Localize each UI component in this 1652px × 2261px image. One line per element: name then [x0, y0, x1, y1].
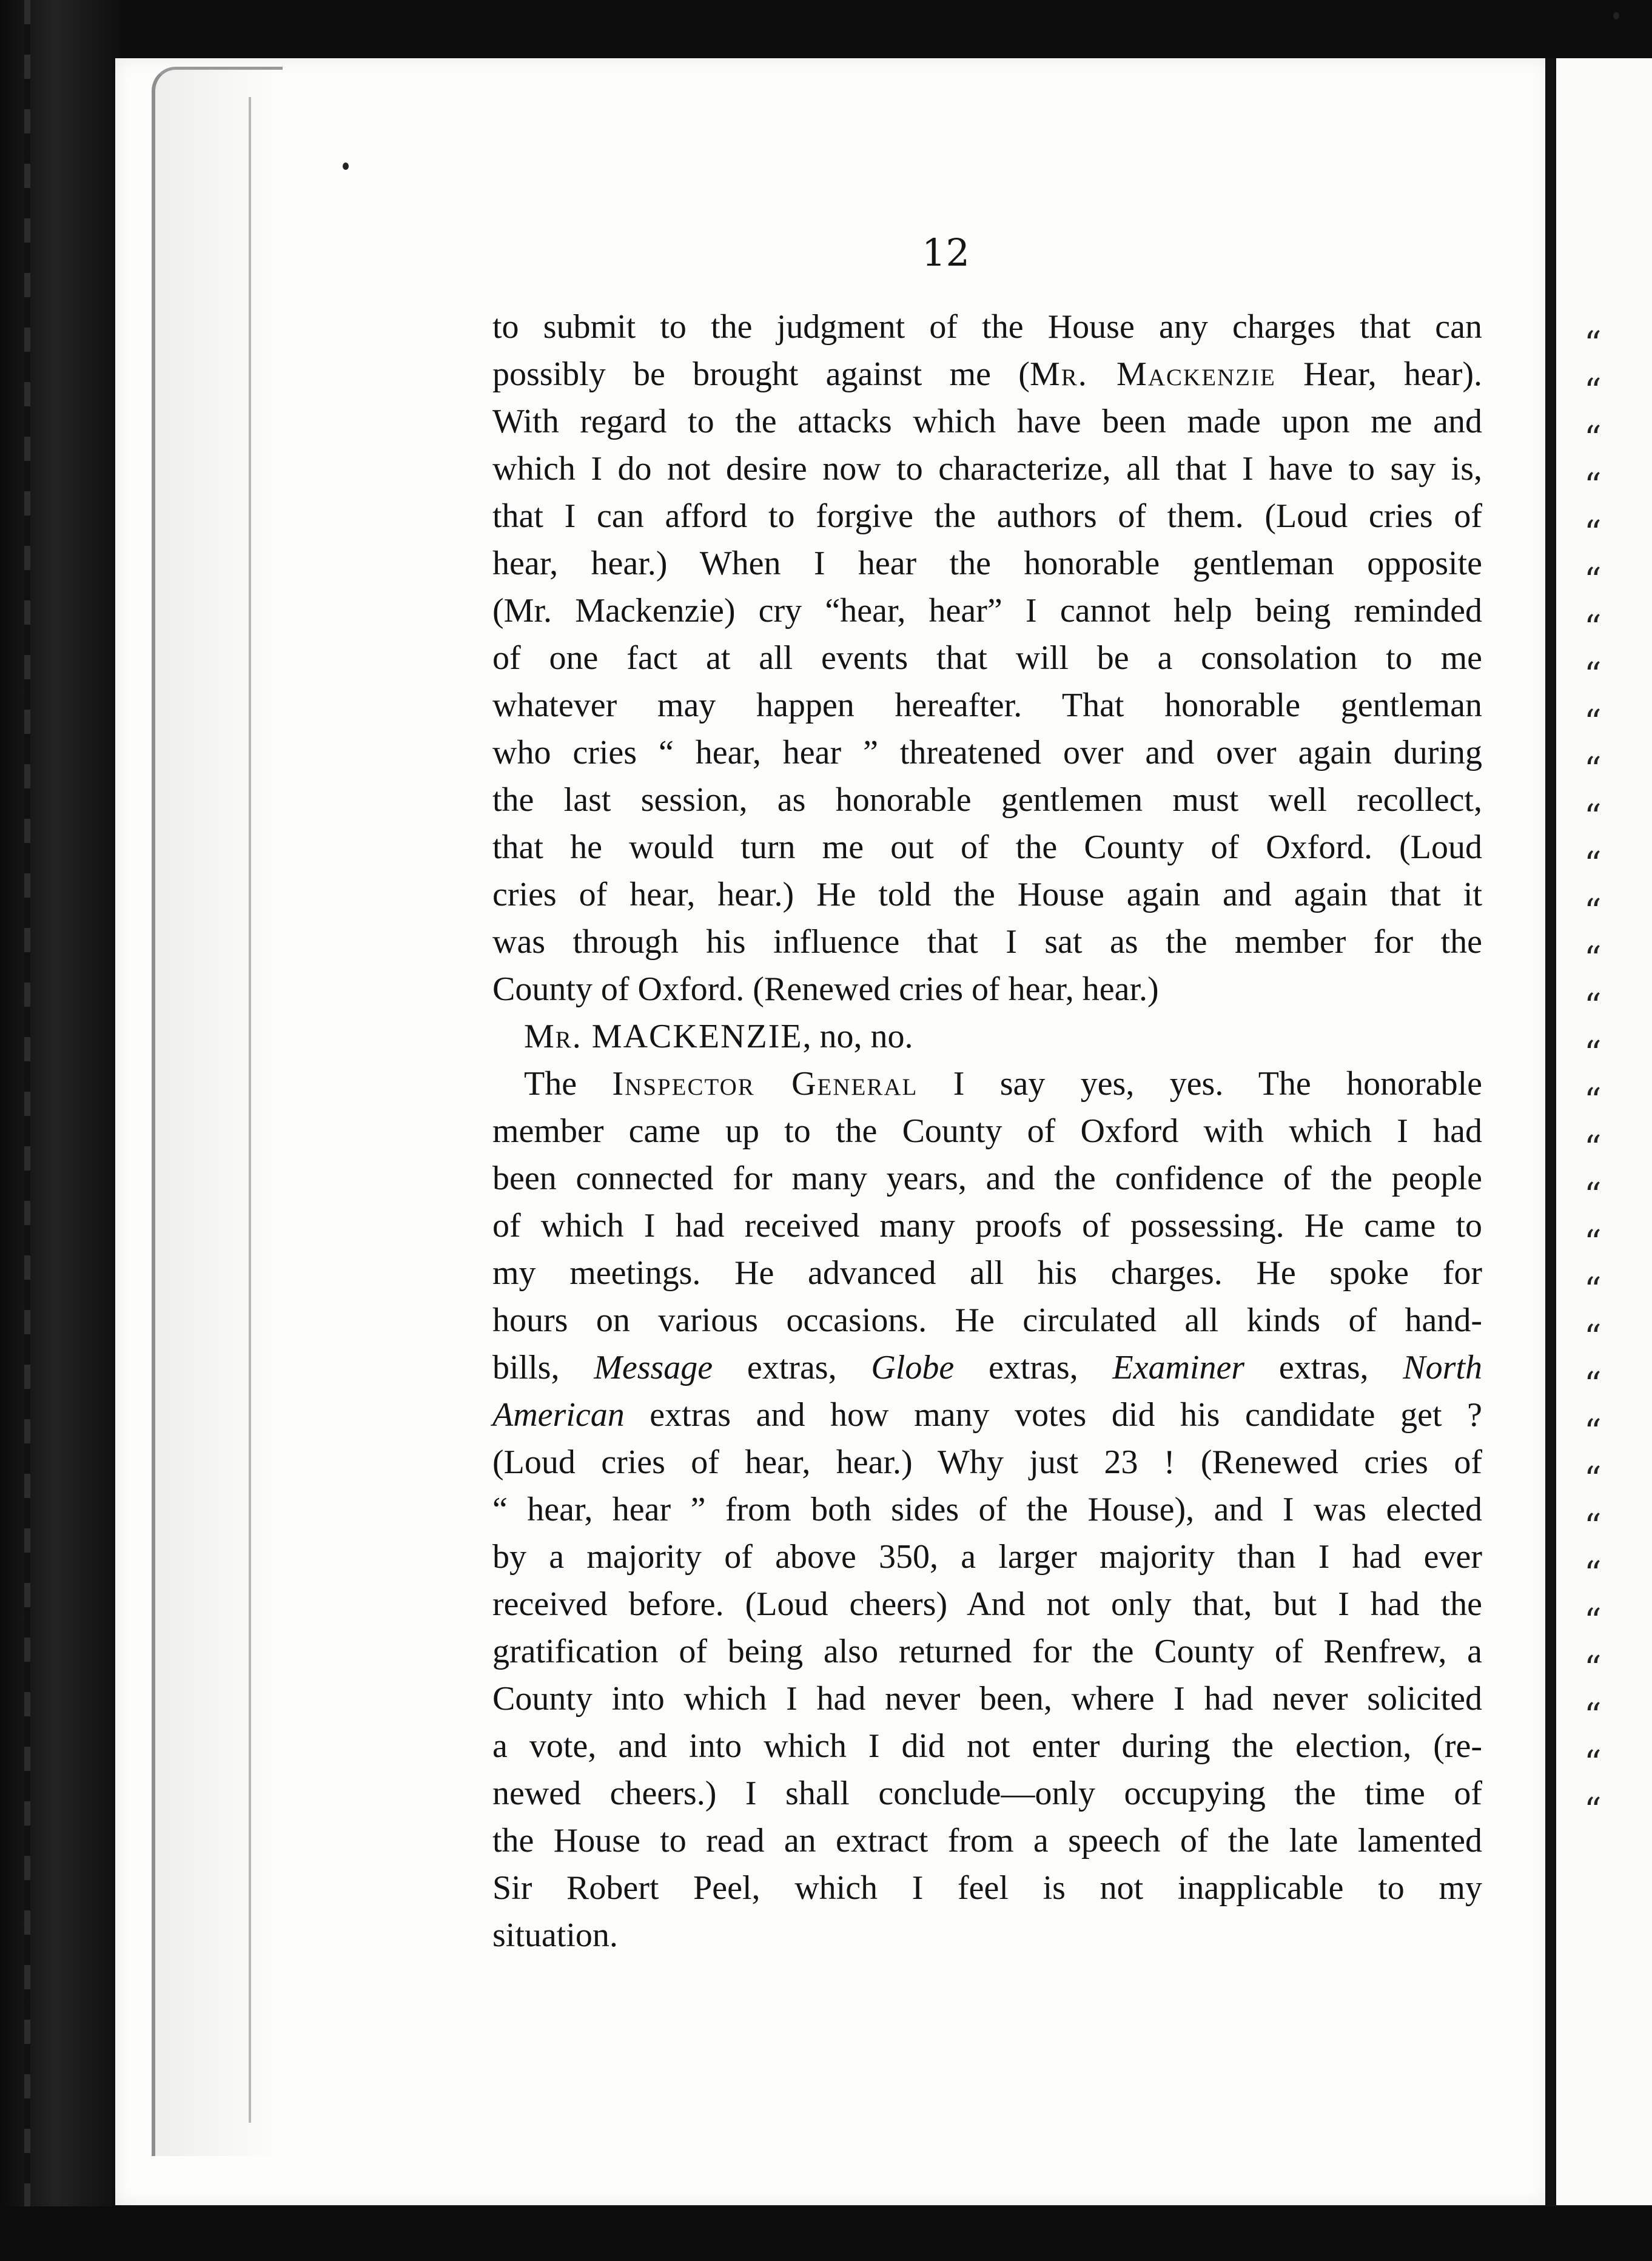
- text-line: [492, 351, 1482, 398]
- text-run: “ hear, hear ” from both sides of the House), and I was elected: [492, 1491, 1482, 1528]
- text-run: was through his influence that I sat as the member for the: [492, 923, 1482, 961]
- text-run: newed cheers.) I shall conclude—only occupying the time of: [492, 1775, 1482, 1812]
- book-spine-gutter: [0, 0, 121, 2261]
- text-run: Sir Robert Peel, which I feel is not inapplicable to my: [492, 1869, 1482, 1907]
- facing-page-quote-mark: “: [1584, 703, 1602, 742]
- text-line: [492, 1013, 1482, 1060]
- text-run: gratification of being also returned for the County of Renfrew, a: [492, 1633, 1482, 1670]
- facing-page-quote-mark: “: [1584, 419, 1602, 459]
- text-run: hear, hear.) When I hear the honorable gentleman opposite: [492, 545, 1482, 582]
- text-run: of which I had received many proofs of possessing. He came to: [492, 1207, 1482, 1245]
- text-line: [492, 1533, 1482, 1581]
- text-run: The: [524, 1065, 613, 1103]
- text-run: I say yes, yes. The honorable: [918, 1065, 1483, 1103]
- text-run: possibly be brought against me (: [492, 355, 1030, 393]
- facing-page-quote-mark: “: [1584, 1507, 1602, 1547]
- scanner-bottom-border: [0, 2206, 1652, 2261]
- facing-page-quote-mark: “: [1584, 1649, 1602, 1688]
- facing-page-quote-mark: “: [1584, 1602, 1602, 1641]
- facing-page-quote-mark: “: [1584, 987, 1602, 1026]
- ink-speck: [343, 163, 349, 170]
- text-run: extras,: [1244, 1349, 1403, 1386]
- text-line: [492, 1770, 1482, 1817]
- facing-page-quote-mark: “: [1584, 466, 1602, 506]
- facing-page-quote-mark: “: [1584, 1271, 1602, 1310]
- facing-page-quote-mark: “: [1584, 1744, 1602, 1783]
- facing-page-quote-mark: “: [1584, 514, 1602, 553]
- text-run: extras,: [954, 1349, 1113, 1386]
- italic-title: Examiner: [1112, 1349, 1245, 1386]
- text-run: County of Oxford. (Renewed cries of hear, hear.): [492, 970, 1159, 1008]
- text-line: [492, 303, 1482, 351]
- text-line: [492, 776, 1482, 824]
- text-run: of one fact at all events that will be a consolation to me: [492, 639, 1482, 677]
- text-run: that he would turn me out of the County of Oxford. (Loud: [492, 828, 1482, 866]
- text-run: hours on various occasions. He circulated all kinds of hand-: [492, 1302, 1482, 1339]
- text-line: [492, 729, 1482, 776]
- facing-page-quote-mark: “: [1584, 1696, 1602, 1736]
- facing-page-quote-mark: “: [1584, 608, 1602, 648]
- small-caps-name: Mr. Mackenzie: [1029, 355, 1276, 393]
- text-line: [492, 1060, 1482, 1107]
- facing-page-quote-mark: “: [1584, 1176, 1602, 1215]
- facing-page-quote-mark: “: [1584, 1413, 1602, 1452]
- text-run: (Loud cries of hear, hear.) Why just 23 ! (Renewed cries of: [492, 1443, 1482, 1481]
- facing-page-quote-mark: “: [1584, 939, 1602, 979]
- text-line: [492, 1722, 1482, 1770]
- text-line: [492, 445, 1482, 492]
- text-run: my meetings. He advanced all his charges. He spoke for: [492, 1254, 1482, 1292]
- scanner-top-border: [0, 0, 1652, 58]
- text-line: [492, 871, 1482, 918]
- facing-page-quote-mark: “: [1584, 1223, 1602, 1263]
- facing-page-quote-mark: “: [1584, 656, 1602, 695]
- facing-page-quote-mark: “: [1584, 1081, 1602, 1121]
- text-run: which I do not desire now to characterize, all that I have to say is,: [492, 450, 1482, 488]
- facing-page-quote-mark: “: [1584, 1554, 1602, 1594]
- text-line: [492, 398, 1482, 445]
- facing-page-quote-mark: “: [1584, 1318, 1602, 1357]
- text-run: extras and how many votes did his candidate get ?: [624, 1396, 1482, 1434]
- text-line: [492, 1439, 1482, 1486]
- facing-page-quote-mark: “: [1584, 798, 1602, 837]
- text-run: Hear, hear).: [1275, 355, 1482, 393]
- facing-page-quote-mark: “: [1584, 845, 1602, 884]
- text-run: (Mr. Mackenzie) cry “hear, hear” I cannot help being reminded: [492, 592, 1482, 630]
- text-run: situation.: [492, 1917, 618, 1954]
- ink-speck: [1613, 12, 1619, 19]
- facing-page-quote-mark: “: [1584, 324, 1602, 364]
- small-caps-name: Inspector General: [612, 1065, 918, 1103]
- text-line: [492, 492, 1482, 540]
- text-run: cries of hear, hear.) He told the House again and again that it: [492, 876, 1482, 913]
- text-run: been connected for many years, and the confidence of the people: [492, 1160, 1482, 1197]
- italic-title: North: [1403, 1349, 1482, 1386]
- text-line: [492, 1817, 1482, 1864]
- text-run: bills,: [492, 1349, 594, 1386]
- italic-title: Globe: [871, 1349, 955, 1386]
- text-line: [492, 1628, 1482, 1675]
- text-run: received before. (Loud cheers) And not only that, but I had the: [492, 1585, 1482, 1623]
- text-line: [492, 1344, 1482, 1391]
- small-caps-name: Mr. MACKENZIE: [524, 1018, 803, 1055]
- text-run: the last session, as honorable gentlemen must well recollect,: [492, 781, 1482, 819]
- page-divider: [1545, 58, 1556, 2205]
- text-line: [492, 1486, 1482, 1533]
- text-line: [492, 1391, 1482, 1439]
- text-line: [492, 824, 1482, 871]
- page-number: 12: [922, 230, 970, 275]
- facing-page-quote-mark: “: [1584, 372, 1602, 411]
- italic-title: American: [492, 1396, 625, 1434]
- text-line: [492, 918, 1482, 966]
- page-fold-edge: [152, 67, 283, 2156]
- facing-page-quote-mark: “: [1584, 1460, 1602, 1499]
- text-run: who cries “ hear, hear ” threatened over and over again during: [492, 734, 1482, 771]
- text-run: that I can afford to forgive the authors of them. (Loud cries of: [492, 497, 1482, 535]
- italic-title: Message: [594, 1349, 713, 1386]
- text-line: [492, 634, 1482, 682]
- facing-page-quote-mark: “: [1584, 750, 1602, 790]
- text-line: [492, 1297, 1482, 1344]
- facing-page-quote-mark: “: [1584, 892, 1602, 932]
- text-line: [492, 1675, 1482, 1722]
- text-run: by a majority of above 350, a larger majority than I had ever: [492, 1538, 1482, 1576]
- facing-page-quote-mark: “: [1584, 1365, 1602, 1405]
- page-fold-crease: [249, 97, 251, 2123]
- text-line: [492, 966, 1482, 1013]
- text-run: a vote, and into which I did not enter during the election, (re-: [492, 1727, 1482, 1765]
- text-line: [492, 682, 1482, 729]
- text-run: extras,: [713, 1349, 871, 1386]
- facing-page-edge: [1556, 58, 1652, 2205]
- text-run: the House to read an extract from a speech of the late lamented: [492, 1822, 1482, 1860]
- text-run: With regard to the attacks which have been made upon me and: [492, 403, 1482, 440]
- text-run: member came up to the County of Oxford with which I had: [492, 1112, 1482, 1150]
- facing-page-quote-mark: “: [1584, 561, 1602, 600]
- facing-page-quote-mark: “: [1584, 1129, 1602, 1168]
- text-line: [492, 1107, 1482, 1155]
- body-text: [492, 303, 1482, 1959]
- text-line: [492, 1864, 1482, 1912]
- text-line: [492, 1202, 1482, 1249]
- text-line: [492, 1912, 1482, 1959]
- text-run: whatever may happen hereafter. That honorable gentleman: [492, 687, 1482, 724]
- text-line: [492, 587, 1482, 634]
- text-run: County into which I had never been, where I had never solicited: [492, 1680, 1482, 1718]
- facing-page-quote-mark: “: [1584, 1791, 1602, 1830]
- facing-page-quote-mark: “: [1584, 1034, 1602, 1073]
- text-line: [492, 1155, 1482, 1202]
- text-run: , no, no.: [802, 1018, 913, 1055]
- text-line: [492, 1581, 1482, 1628]
- text-line: [492, 1249, 1482, 1297]
- text-line: [492, 540, 1482, 587]
- text-run: to submit to the judgment of the House any charges that can: [492, 308, 1482, 346]
